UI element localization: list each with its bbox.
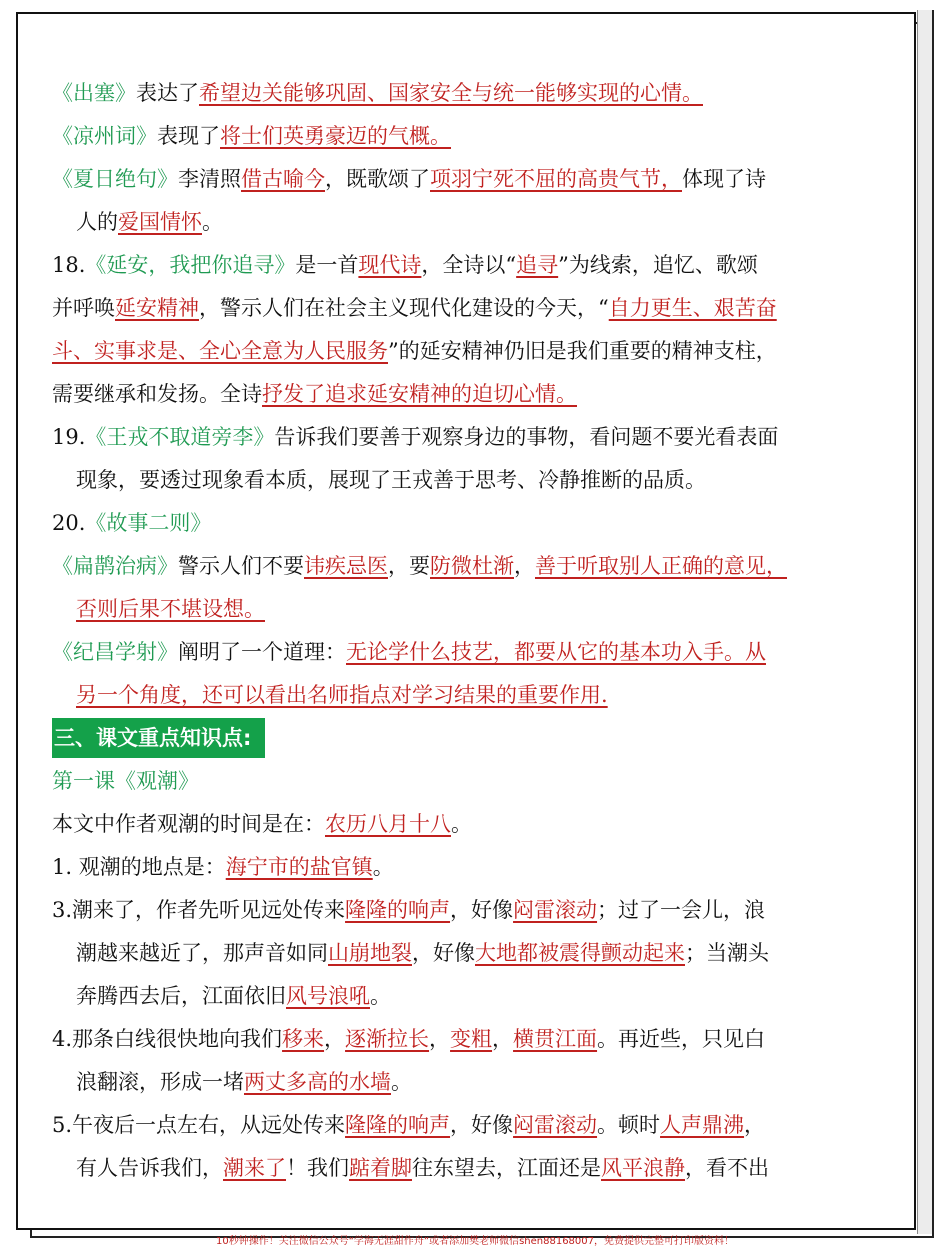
text-line: [52, 545, 852, 588]
answer-text: 海宁市的盐官镇: [225, 855, 373, 879]
body-text: ，既歌颂了: [325, 167, 430, 191]
body-text: 并呼唤: [52, 296, 115, 320]
text-line: [52, 502, 852, 545]
body-text: ，: [744, 1113, 766, 1137]
answer-text: 人声鼎沸: [660, 1113, 745, 1137]
answer-text: 爱国情怀: [118, 210, 202, 234]
text-line: [52, 330, 852, 373]
body-text: 阐明了一个道理：: [178, 640, 346, 664]
body-text: ，: [324, 1027, 346, 1051]
document-content: [52, 72, 852, 1190]
answer-text: 将士们英勇豪迈的气概。: [220, 124, 451, 148]
answer-text: 否则后果不堪设想。: [76, 597, 265, 621]
text-line: [52, 244, 852, 287]
answer-text: 借古喻今: [241, 167, 325, 191]
text-line: [52, 717, 852, 760]
body-text: ，好像: [450, 898, 514, 922]
body-text: ，好像: [412, 941, 475, 965]
answer-text: 两丈多高的水墙: [244, 1070, 391, 1094]
body-text: 19.: [52, 425, 86, 449]
body-text: 20.: [52, 511, 86, 535]
body-text: 。: [391, 1070, 412, 1094]
text-line: [52, 846, 852, 889]
body-text: 本文中作者观潮的时间是在：: [52, 812, 325, 836]
body-text: 潮越来越近了，那声音如同: [76, 941, 328, 965]
text-line: [52, 459, 852, 502]
body-text: 需要继承和发扬。全诗: [52, 382, 262, 406]
body-text: 。: [451, 812, 472, 836]
title-text: 第一课《观潮》: [52, 769, 199, 793]
text-line: [52, 115, 852, 158]
title-text: 《夏日绝句》: [52, 167, 178, 191]
answer-text: 现代诗: [358, 253, 422, 277]
answer-text: 山崩地裂: [328, 941, 412, 965]
text-line: [52, 72, 852, 115]
body-text: 。: [372, 855, 394, 879]
body-text: 人的: [76, 210, 118, 234]
title-text: 《故事二则》: [85, 511, 212, 535]
text-line: [52, 631, 852, 674]
body-text: ；过了一会儿，浪: [597, 898, 766, 922]
body-text: 3.潮来了，作者先听见远处传来: [52, 898, 346, 922]
answer-text: 逐渐拉长: [345, 1027, 430, 1051]
body-text: 告诉我们要善于观察身边的事物，看问题不要光看表面: [274, 425, 779, 449]
section-heading: 三、课文重点知识点:: [52, 718, 265, 758]
text-line: [52, 1061, 852, 1104]
body-text: 浪翻滚，形成一堵: [76, 1070, 244, 1094]
answer-text: 变粗: [450, 1027, 493, 1051]
body-text: ！我们: [286, 1156, 349, 1180]
answer-text: 风平浪静: [601, 1156, 685, 1180]
text-line: [52, 1147, 852, 1190]
body-text: 4.那条白线很快地向我们: [52, 1027, 283, 1051]
title-text: 《扁鹊治病》: [52, 554, 178, 578]
body-text: ，: [514, 554, 535, 578]
answer-text: 希望边关能够巩固、国家安全与统一能够实现的心情。: [199, 81, 703, 105]
answer-text: 农历八月十八: [325, 812, 451, 836]
body-text: ，好像: [450, 1113, 514, 1137]
answer-text: 潮来了: [223, 1156, 286, 1180]
title-text: 《出塞》: [52, 81, 136, 105]
answer-text: 抒发了追求延安精神的迫切心情。: [262, 382, 577, 406]
answer-text: 讳疾忌医: [304, 554, 388, 578]
answer-text: 移来: [282, 1027, 325, 1051]
body-text: ，警示人们在社会主义现代化建设的今天，“: [199, 296, 609, 320]
answer-text: 隆隆的响声: [345, 1113, 451, 1137]
body-text: 体现了诗: [682, 167, 766, 191]
body-text: 往东望去，江面还是: [412, 1156, 601, 1180]
answer-text: 斗、实事求是、全心全意为人民服务: [52, 339, 388, 363]
answer-text: 延安精神: [115, 296, 199, 320]
text-line: [52, 1018, 852, 1061]
body-text: ”的延安精神仍旧是我们重要的精神支柱，: [388, 339, 777, 363]
body-text: ；当潮头: [685, 941, 769, 965]
answer-text: 另一个角度，还可以看出名师指点对学习结果的重要作用.: [76, 683, 608, 707]
answer-text: 踮着脚: [349, 1156, 412, 1180]
body-text: 现象，要透过现象看本质，展现了王戎善于思考、冷静推断的品质。: [76, 468, 706, 492]
text-line: [52, 975, 852, 1018]
answer-text: 隆隆的响声: [345, 898, 451, 922]
body-text: 。再近些，只见白: [597, 1027, 766, 1051]
body-text: 表现了: [157, 124, 220, 148]
text-line: [52, 1104, 852, 1147]
answer-text: 闷雷滚动: [513, 1113, 598, 1137]
body-text: 李清照: [178, 167, 241, 191]
text-line: [52, 201, 852, 244]
footer-watermark: 10秒钟操作！关注微信公众号“学海无涯甜作舟”或者添加樊老师微信shen88168007，免费提供完整可打印版资料！: [215, 1236, 735, 1247]
body-text: 表达了: [136, 81, 199, 105]
text-line: [52, 803, 852, 846]
body-text: ，要: [388, 554, 430, 578]
text-line: [52, 760, 852, 803]
answer-text: 大地都被震得颤动起来: [475, 941, 685, 965]
body-text: 。顿时: [597, 1113, 661, 1137]
body-text: 。: [202, 210, 223, 234]
title-text: 《纪昌学射》: [52, 640, 178, 664]
answer-text: 追寻: [516, 253, 559, 277]
answer-text: 风号浪吼: [286, 984, 370, 1008]
title-text: 《延安，我把你追寻》: [85, 253, 296, 277]
answer-text: 防微杜渐: [430, 554, 514, 578]
text-line: [52, 674, 852, 717]
body-text: 。: [370, 984, 391, 1008]
text-line: [52, 287, 852, 330]
answer-text: 横贯江面: [513, 1027, 598, 1051]
body-text: 18.: [52, 253, 86, 277]
body-text: 有人告诉我们，: [76, 1156, 223, 1180]
text-line: [52, 158, 852, 201]
body-text: 警示人们不要: [178, 554, 304, 578]
body-text: 是一首: [295, 253, 359, 277]
body-text: ，: [492, 1027, 514, 1051]
text-line: [52, 889, 852, 932]
text-line: [52, 373, 852, 416]
body-text: ，看不出: [685, 1156, 769, 1180]
answer-text: 无论学什么技艺，都要从它的基本功入手。从: [346, 640, 766, 664]
title-text: 《王戎不取道旁李》: [85, 425, 275, 449]
body-text: 5.午夜后一点左右，从远处传来: [52, 1113, 346, 1137]
answer-text: 自力更生、艰苦奋: [608, 296, 777, 320]
answer-text: 项羽宁死不屈的高贵气节，: [430, 167, 682, 191]
answer-text: 善于听取别人正确的意见，: [535, 554, 787, 578]
answer-text: 闷雷滚动: [513, 898, 598, 922]
body-text: ，: [429, 1027, 451, 1051]
body-text: ”为线索，追忆、歌颂: [558, 253, 758, 277]
title-text: 《凉州词》: [52, 124, 157, 148]
body-text: 奔腾西去后，江面依旧: [76, 984, 286, 1008]
body-text: ，全诗以“: [421, 253, 517, 277]
text-line: [52, 416, 852, 459]
text-line: [52, 932, 852, 975]
book-page-edge: [917, 10, 934, 1234]
text-line: [52, 588, 852, 631]
body-text: 1. 观潮的地点是：: [52, 855, 226, 879]
